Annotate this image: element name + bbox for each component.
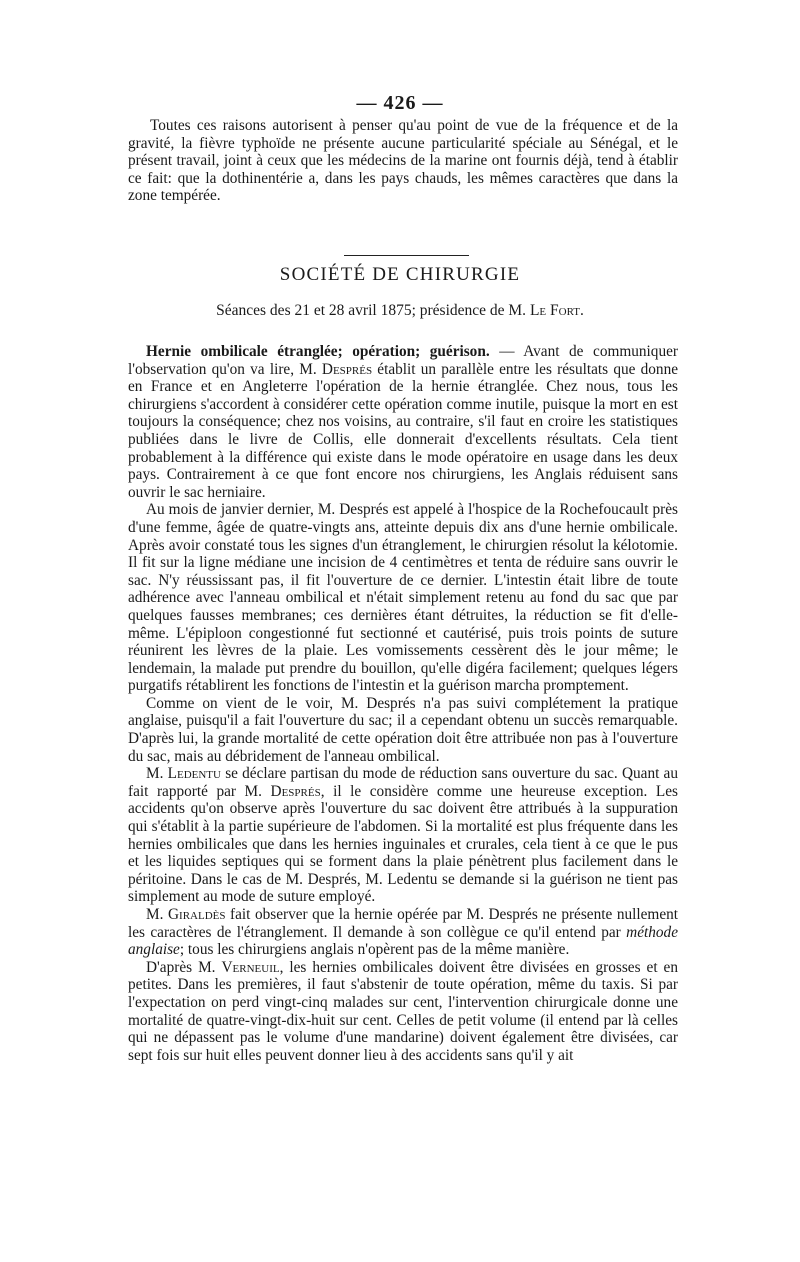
paragraph-6-text-b: , les hernies ombilicales doivent être divisées en grosses et en petites. Dans les premières, il faut s'abstenir de toute opération, même du taxis. Si par l'expectation on perd vingt-cinq malades sur cent, l'intervention chirurgicale donne une mortalité de quatre-vingt-dix-huit sur cent. Celles de petit volume (il entend par là celles qui ne dépassent pas le volume d'une mandarine) doivent également être divisées, car sept fois sur huit elles peuvent donner lieu à des accidents sans qu'il y ait [128,958,678,1064]
speaker-name: Ledentu [167,765,221,783]
paragraph-5 [128,906,678,959]
heading-dash: — [489,343,524,360]
cited-name: Després [270,782,321,800]
session-line [0,302,800,320]
paragraph-1-text-a: Avant de communiquer l'observation qu'on va lire, M. [128,343,678,378]
paragraph-4-text-b: se déclare partisan du mode de réduction sans ouverture du sac. Quant au fait rapporté par M. [128,765,678,800]
paragraph-6 [128,959,678,1065]
paragraph-4 [128,765,678,906]
speaker-name: Giraldès [167,906,226,923]
paragraph-6-text-a: D'après M. [146,958,222,976]
paragraph-4-text-a: M. [146,765,168,783]
author-name: Després [321,360,373,378]
intro-section [128,117,678,205]
page-number: — 426 — [356,92,444,114]
paragraph-5-text-a: M. [146,906,168,923]
intro-paragraph: Toutes ces raisons autorisent à penser qu'au point de vue de la fréquence et de la gravité, la fièvre typhoïde ne présente aucune particularité spéciale au Sénégal, et le présent travail, joint à ceux que les médecins de la marine ont fournis déjà, tend à établir ce fait: que la dothinentérie a, dans les pays chauds, les mêmes caractères que dans la zone tempérée. [128,117,678,205]
paragraph-1 [128,343,678,501]
section-title: SOCIÉTÉ DE CHIRURGIE [279,264,521,285]
session-prefix: Séances des 21 et 28 avril 1875; présidence de M. [216,302,530,319]
paragraph-5-text-c: ; tous les chirurgiens anglais n'opèrent pas de la même manière. [179,941,570,959]
paragraph-4-text-c: , il le considère comme une heureuse exception. Les accidents qu'on observe après l'ouverture du sac doivent être attribués à la suppuration qui s'établit à la partie supérieure de l'abdomen. Si la mortalité est plus fréquente dans les hernies ombilicales que dans les hernies inguinales et crurales, cela tient à ce que le pus et les liquides septiques qui se forment dans la plaie pénètrent plus facilement dans le péritoine. Dans le cas de M. Després, M. Ledentu se demande si la guérison ne tient pas simplement au mode de suture employé. [128,782,678,906]
paragraph-2: Au mois de janvier dernier, M. Després est appelé à l'hospice de la Rochefoucault près d'une femme, âgée de quatre-vingts ans, atteinte depuis dix ans d'une hernie ombilicale. Après avoir constaté tous les signes d'un étranglement, le chirurgien résolut la kélotomie. Il fit sur la ligne médiane une incision de 4 centimètres et tenta de réduire sans ouvrir le sac. N'y réussissant pas, il fit l'ouverture de ce dernier. L'intestin était libre de toute adhérence avec l'anneau ombilical et n'était simplement retenu au fond du sac que par quelques fausses membranes; ces dernières étant détruites, la réduction se fit d'elle-même. L'épiploon congestionné fut sectionné et cautérisé, puis trois points de suture réunirent les lèvres de la plaie. Les vomissements cessèrent dès le jour même; le lendemain, la malade put prendre du bouillon, qu'elle digéra facilement; quelques légers purgatifs rétablirent les fonctions de l'intestin et la guérison marcha promptement. [128,501,678,695]
paragraph-3: Comme on vient de le voir, M. Després n'a pas suivi complétement la pratique anglaise, puisqu'il a fait l'ouverture du sac; il a cependant obtenu un succès remarquable. D'après lui, la grande mortalité de cette opération doit être attribuée non pas à l'ouverture du sac, mais au débridement de l'anneau ombilical. [128,694,678,765]
emphasis-text: méthode anglaise [128,923,678,959]
paragraph-5-text-b: fait observer que la hernie opérée par M. Després ne présente nullement les caractères de l'étranglement. Il demande à son collègue ce qu'il entend par [128,906,679,941]
speaker-name: Verneuil [221,958,280,976]
paragraph-1-text-b: établit un parallèle entre les résultats que donne en France et en Angleterre l'opération de la hernie étranglée. Chez nous, tous les chirurgiens s'accordent à considérer cette opération comme inutile, puisque la mort en est toujours la conséquence; chez nos voisins, au contraire, s'il faut en croire les statistiques publiées dans le livre de Collis, elle donnerait d'excellents résultats. Cela tient probablement à la différence qui existe dans le mode opératoire en usage dans les deux pays. Contrairement à ce que font encore nos chirurgiens, les Anglais réduisent sans ouvrir le sac herniaire. [128,360,679,501]
section-divider [344,255,469,256]
session-president: Le Fort [529,302,580,319]
session-suffix: . [579,302,584,319]
article-heading: Hernie ombilicale étranglée; opération; guérison. [146,343,490,360]
article-body [128,343,678,1064]
